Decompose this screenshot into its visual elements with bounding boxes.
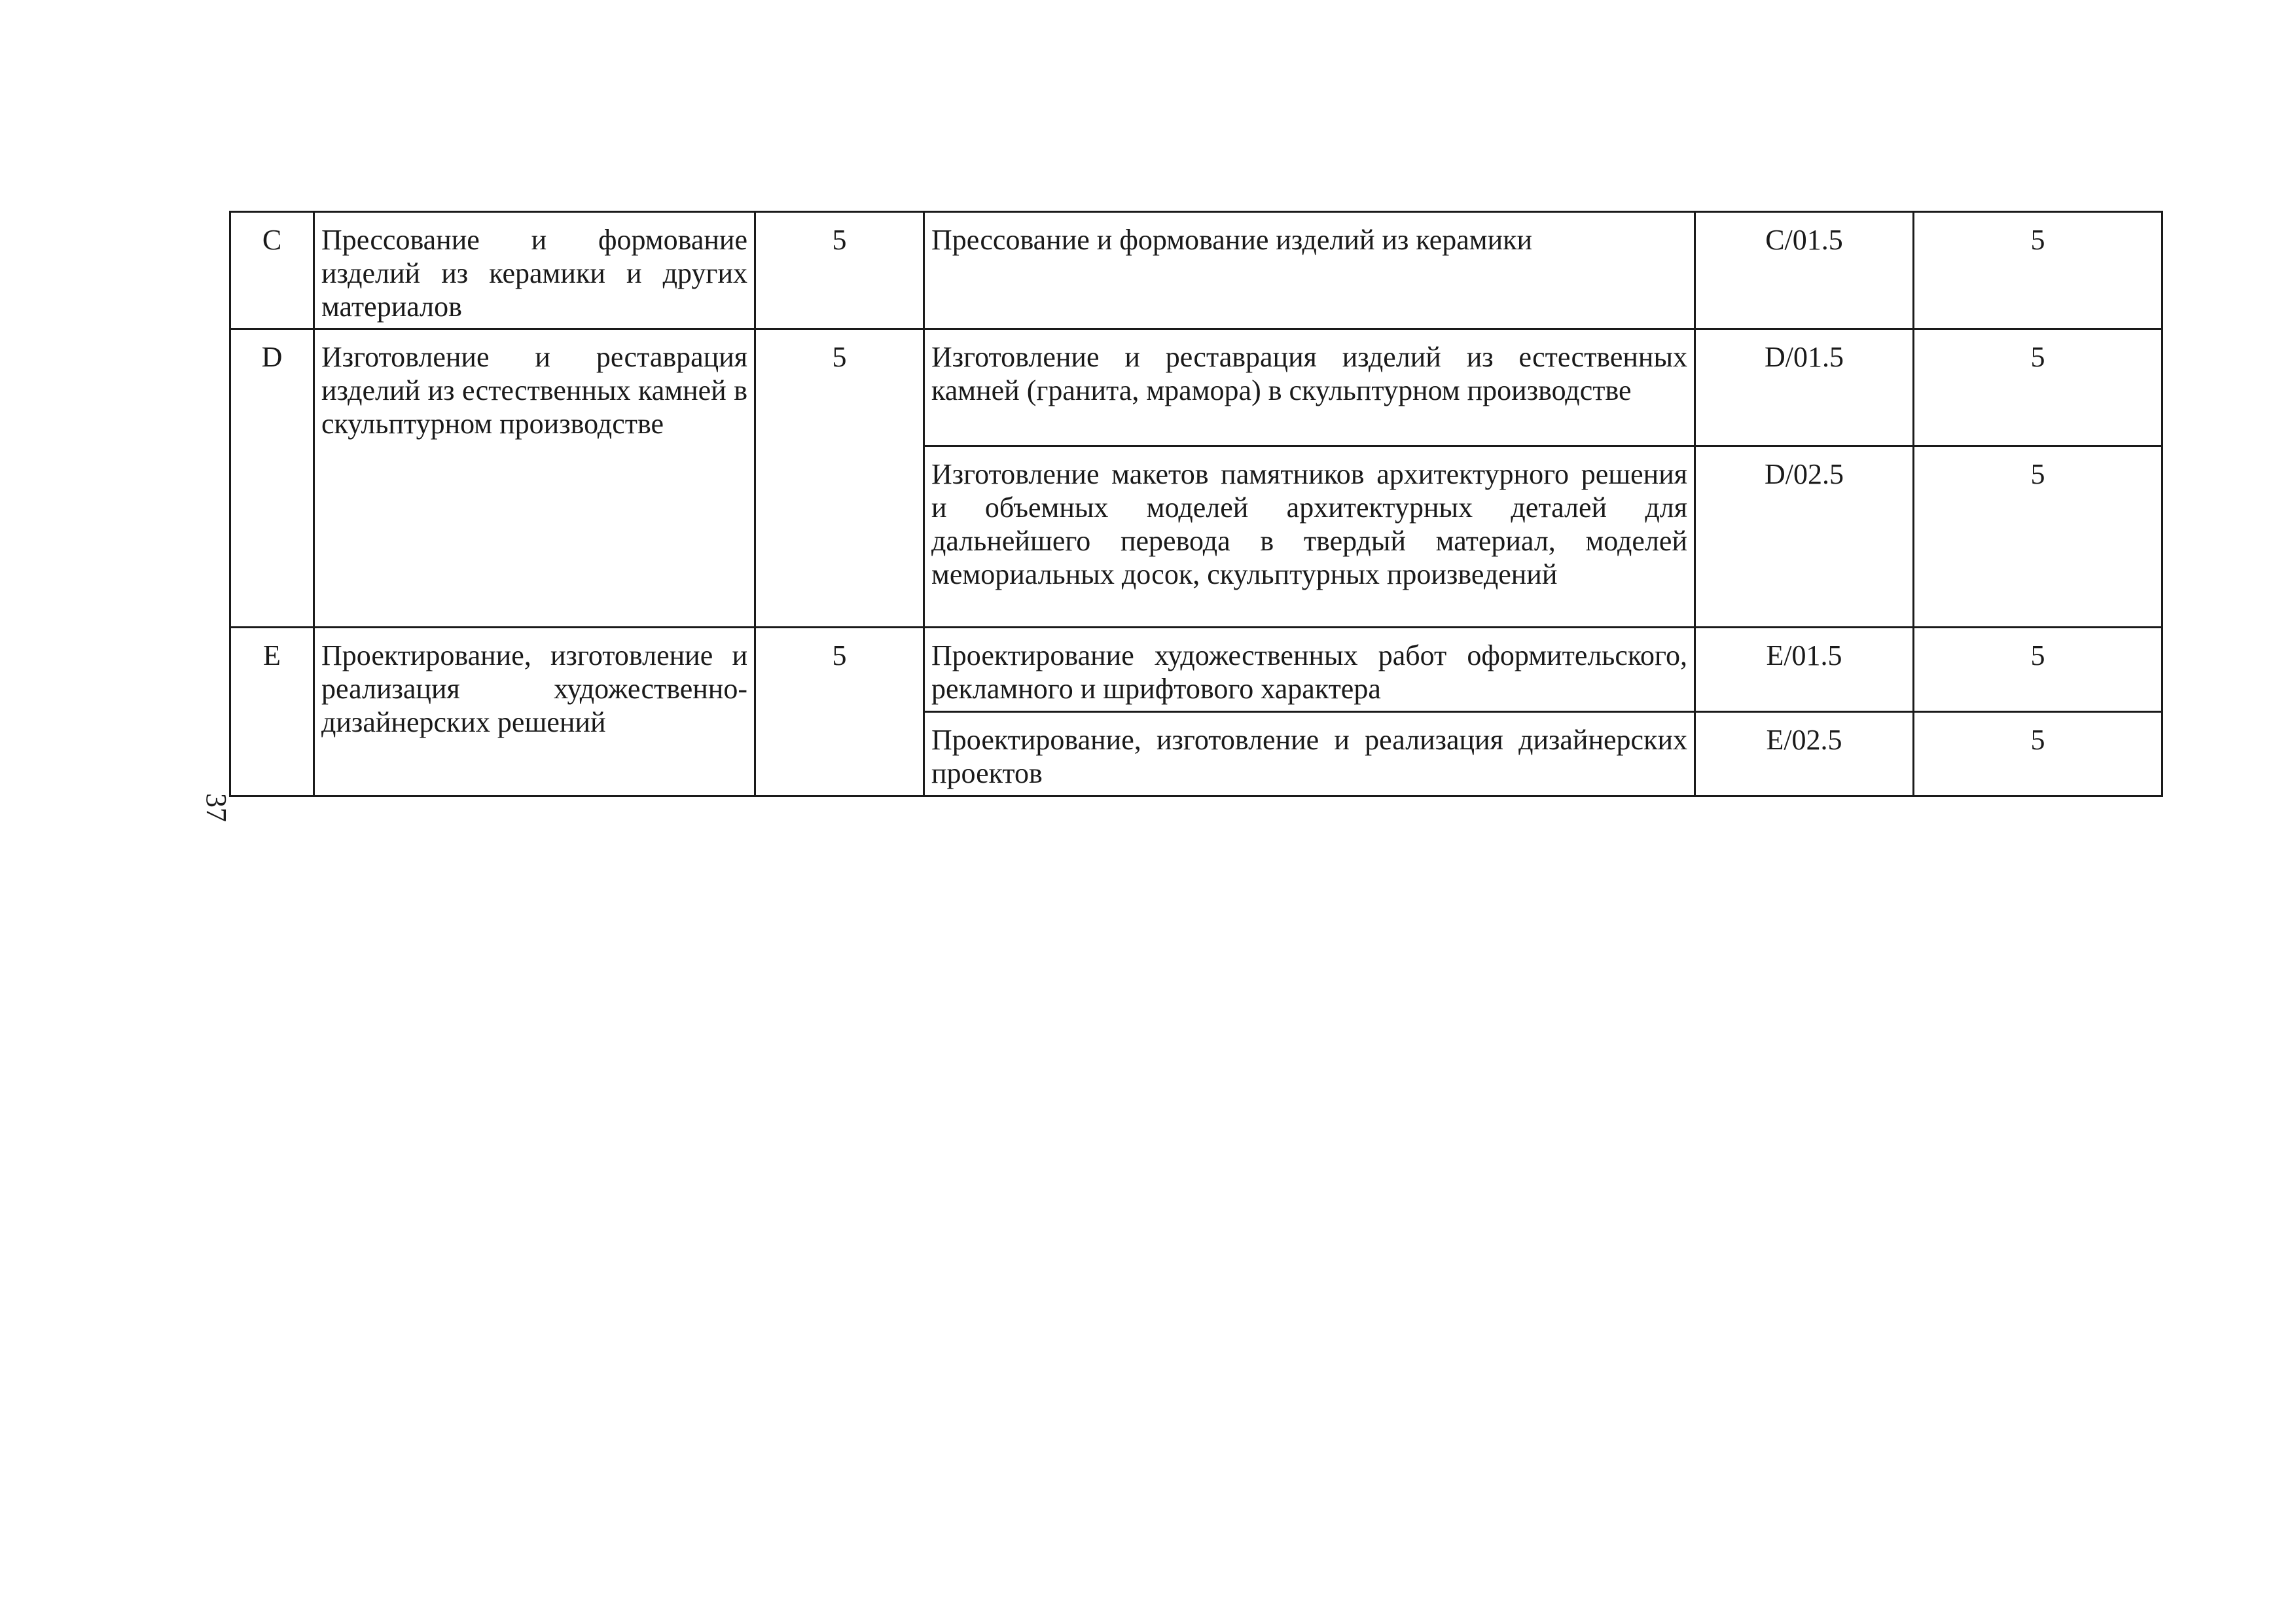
labor-function-name: Прессование и формование изделий из керамики	[924, 212, 1695, 329]
qualification-level: 5	[755, 628, 924, 796]
labor-function-sublevel: 5	[1914, 712, 2162, 796]
generalized-function-code: C	[230, 212, 314, 329]
generalized-function-code: D	[230, 329, 314, 628]
labor-function-code: E/02.5	[1695, 712, 1914, 796]
generalized-function-name: Проектирование, изготовление и реализация художественно-дизайнерских решений	[314, 628, 755, 796]
labor-function-name: Проектирование художественных работ оформительского, рекламного и шрифтового характера	[924, 628, 1695, 712]
labor-function-code: C/01.5	[1695, 212, 1914, 329]
page-number: 37	[200, 793, 232, 822]
labor-function-code: D/02.5	[1695, 446, 1914, 628]
labor-function-name: Проектирование, изготовление и реализация дизайнерских проектов	[924, 712, 1695, 796]
labor-function-name: Изготовление и реставрация изделий из естественных камней (гранита, мрамора) в скульптурном производстве	[924, 329, 1695, 446]
qualification-level: 5	[755, 212, 924, 329]
labor-function-code: E/01.5	[1695, 628, 1914, 712]
labor-function-code: D/01.5	[1695, 329, 1914, 446]
labor-function-sublevel: 5	[1914, 628, 2162, 712]
labor-function-sublevel: 5	[1914, 212, 2162, 329]
generalized-function-name: Изготовление и реставрация изделий из естественных камней в скульптурном производстве	[314, 329, 755, 628]
labor-function-sublevel: 5	[1914, 329, 2162, 446]
table-row	[230, 212, 2162, 329]
table-row	[230, 628, 2162, 712]
qualification-level: 5	[755, 329, 924, 628]
generalized-function-name: Прессование и формование изделий из керамики и других материалов	[314, 212, 755, 329]
table-row	[230, 329, 2162, 446]
functions-table	[229, 211, 2163, 797]
generalized-function-code: E	[230, 628, 314, 796]
labor-function-name: Изготовление макетов памятников архитектурного решения и объемных моделей архитектурных деталей для дальнейшего перевода в твердый материал, моделей мемориальных досок, скульптурных произведений	[924, 446, 1695, 628]
labor-function-sublevel: 5	[1914, 446, 2162, 628]
